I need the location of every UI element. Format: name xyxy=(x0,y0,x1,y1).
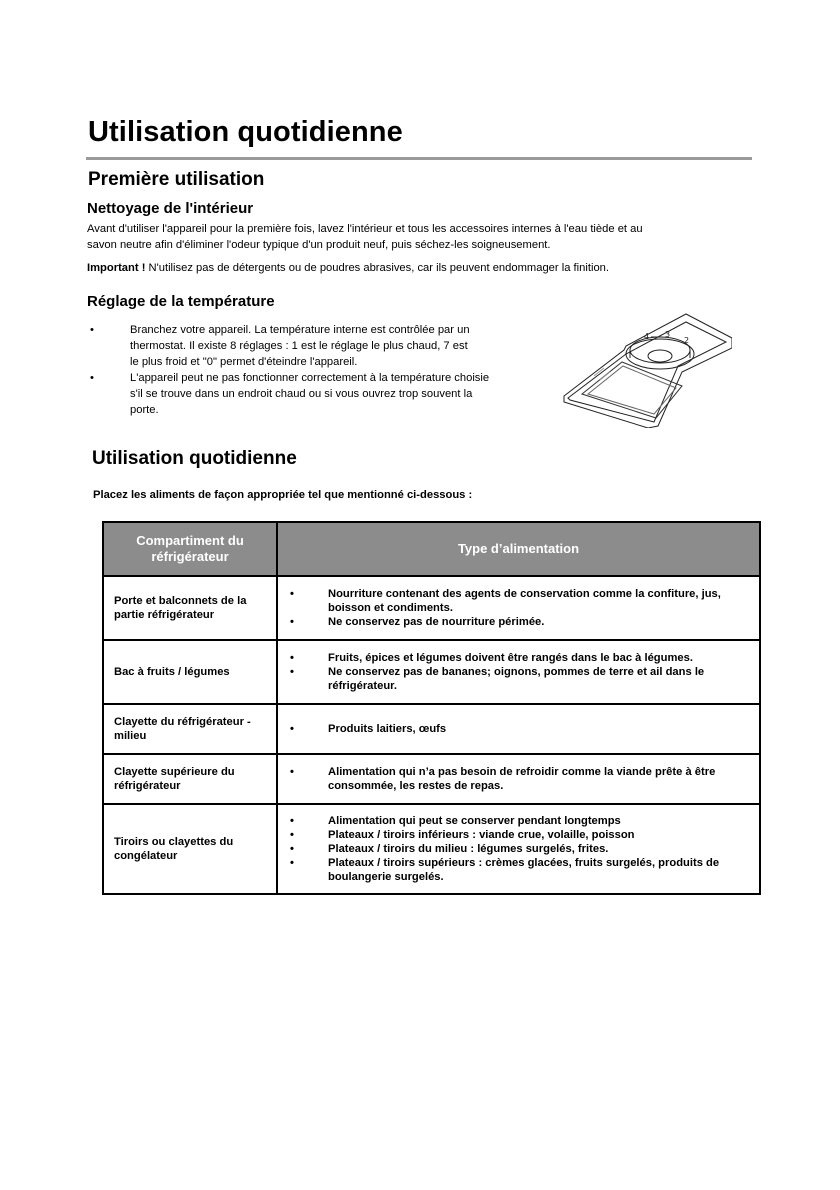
food-type-text: Plateaux / tiroirs du milieu : légumes surgelés, frites. xyxy=(328,843,609,855)
food-type-text: Plateaux / tiroirs inférieurs : viande crue, volaille, poisson xyxy=(328,829,635,841)
food-type-item xyxy=(288,587,749,615)
bullet-dot: • xyxy=(290,666,294,678)
compartment-cell: Tiroirs ou clayettes du congélateur xyxy=(103,804,277,894)
bullet-dot: • xyxy=(290,843,294,855)
food-type-item xyxy=(288,615,749,629)
bullet-line: s'il se trouve dans un endroit chaud ou si vous ouvrez trop souvent la xyxy=(130,388,473,400)
food-type-item xyxy=(288,651,749,665)
food-type-cell xyxy=(277,804,760,894)
temperature-bullet-1 xyxy=(88,322,528,370)
bullet-dot: • xyxy=(290,829,294,841)
bullet-dot: • xyxy=(90,372,94,384)
food-type-cell xyxy=(277,704,760,754)
cleaning-line-1: Avant d'utiliser l'appareil pour la première fois, lavez l'intérieur et tous les accessoires internes à l'eau tiède et au xyxy=(87,223,643,235)
table-row xyxy=(103,640,760,704)
food-storage-table xyxy=(102,521,761,895)
food-type-item xyxy=(288,665,749,693)
header-compartment: Compartiment du réfrigérateur xyxy=(103,522,277,576)
bullet-line: thermostat. Il existe 8 réglages : 1 est le réglage le plus chaud, 7 est xyxy=(130,340,468,352)
table-row xyxy=(103,576,760,640)
bullet-dot: • xyxy=(290,815,294,827)
dial-label-4: 4 xyxy=(644,332,650,341)
dial-label-3: 3 xyxy=(665,330,671,339)
food-type-text: Produits laitiers, œufs xyxy=(328,723,447,735)
bullet-line: porte. xyxy=(130,404,159,416)
food-type-cell xyxy=(277,754,760,804)
compartment-cell: Bac à fruits / légumes xyxy=(103,640,277,704)
bullet-dot: • xyxy=(290,588,294,600)
bullet-line: L'appareil peut ne pas fonctionner correctement à la température choisie xyxy=(130,372,490,384)
dial-label-2: 2 xyxy=(684,336,690,345)
bullet-dot: • xyxy=(290,723,294,735)
food-type-item xyxy=(288,842,749,856)
food-type-text: Alimentation qui n’a pas besoin de refroidir comme la viande prête à être consommée, les restes de repas. xyxy=(328,766,716,792)
bullet-dot: • xyxy=(290,652,294,664)
compartment-cell: Clayette du réfrigérateur - milieu xyxy=(103,704,277,754)
bullet-dot: • xyxy=(290,616,294,628)
compartment-cell: Porte et balconnets de la partie réfrigérateur xyxy=(103,576,277,640)
cleaning-heading: Nettoyage de l'intérieur xyxy=(87,200,254,217)
title-divider xyxy=(86,157,752,160)
important-label: Important ! xyxy=(87,262,146,274)
food-type-cell xyxy=(277,576,760,640)
temperature-bullet-2 xyxy=(88,370,528,418)
food-type-cell xyxy=(277,640,760,704)
bullet-dot: • xyxy=(290,857,294,869)
table-header-row xyxy=(103,522,760,576)
table-row xyxy=(103,754,760,804)
food-type-text: Ne conservez pas de nourriture périmée. xyxy=(328,616,545,628)
food-type-text: Ne conservez pas de bananes; oignons, pommes de terre et ail dans le réfrigérateur. xyxy=(328,666,705,692)
bullet-line: le plus froid et "0" permet d'éteindre l'appareil. xyxy=(130,356,358,368)
temperature-bullets xyxy=(88,322,528,418)
bullet-text xyxy=(130,370,528,418)
important-note xyxy=(87,260,727,276)
table-row xyxy=(103,704,760,754)
section-title-first-use: Première utilisation xyxy=(88,169,265,190)
temperature-heading: Réglage de la température xyxy=(87,293,275,310)
food-type-item xyxy=(288,765,749,793)
bullet-line: Branchez votre appareil. La température interne est contrôlée par un xyxy=(130,324,470,336)
food-type-item xyxy=(288,722,749,736)
thermostat-illustration xyxy=(560,310,732,428)
table-intro: Placez les aliments de façon appropriée tel que mentionné ci-dessous : xyxy=(93,489,473,501)
food-type-item xyxy=(288,828,749,842)
food-type-text: Nourriture contenant des agents de conservation comme la confiture, jus, boisson et condiments. xyxy=(328,588,721,614)
bullet-dot: • xyxy=(290,766,294,778)
food-type-item xyxy=(288,814,749,828)
header-food-type: Type d’alimentation xyxy=(277,522,760,576)
food-type-text: Fruits, épices et légumes doivent être rangés dans le bac à légumes. xyxy=(328,652,693,664)
section-title-daily-use: Utilisation quotidienne xyxy=(92,448,297,469)
cleaning-paragraph xyxy=(87,221,727,253)
table-row xyxy=(103,804,760,894)
bullet-text xyxy=(130,322,528,370)
food-type-text: Alimentation qui peut se conserver pendant longtemps xyxy=(328,815,621,827)
important-text: N'utilisez pas de détergents ou de poudres abrasives, car ils peuvent endommager la finition. xyxy=(145,262,609,274)
bullet-dot: • xyxy=(90,324,94,336)
food-type-text: Plateaux / tiroirs supérieurs : crèmes glacées, fruits surgelés, produits de boulangerie surgelés. xyxy=(328,857,720,883)
compartment-cell: Clayette supérieure du réfrigérateur xyxy=(103,754,277,804)
food-type-item xyxy=(288,856,749,884)
cleaning-line-2: savon neutre afin d'éliminer l'odeur typique d'un produit neuf, puis séchez-les soigneusement. xyxy=(87,239,551,251)
page-title: Utilisation quotidienne xyxy=(88,116,403,148)
